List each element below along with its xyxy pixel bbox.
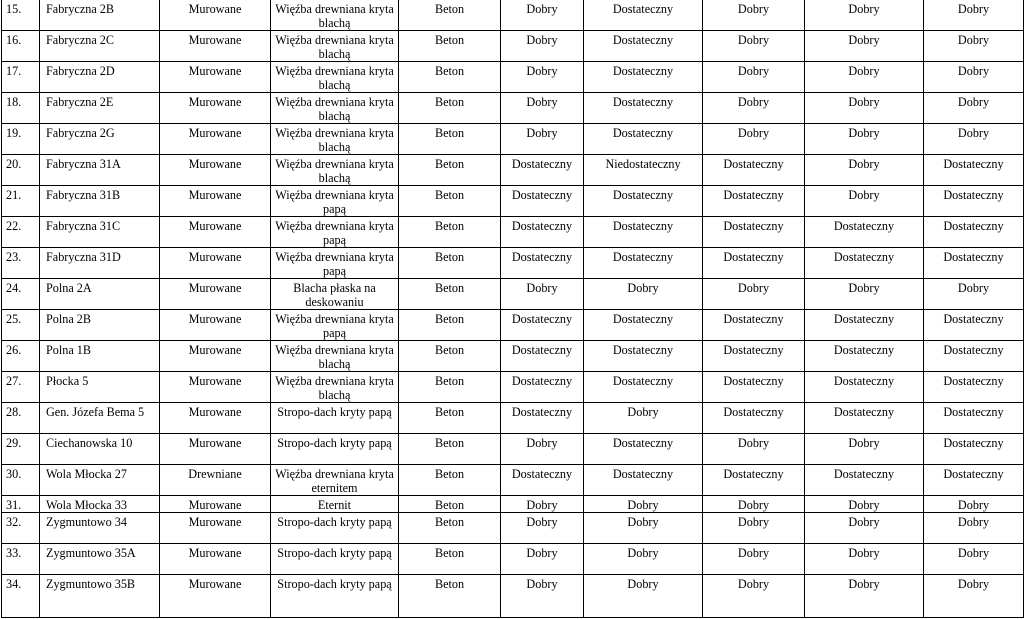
- address-cell: Polna 2B: [40, 310, 160, 341]
- condition-cell-1: Dostateczny: [501, 217, 584, 248]
- roof-cell: Więźba drewniana kryta blachą: [271, 93, 399, 124]
- condition-cell-5: Dobry: [924, 513, 1024, 544]
- address-cell: Wola Młocka 27: [40, 465, 160, 496]
- condition-cell-3: Dostateczny: [703, 372, 805, 403]
- roof-cell: Więźba drewniana kryta blachą: [271, 0, 399, 31]
- condition-cell-1: Dobry: [501, 496, 584, 513]
- condition-cell-4: Dobry: [805, 186, 924, 217]
- condition-cell-2: Dobry: [584, 496, 703, 513]
- condition-cell-5: Dobry: [924, 62, 1024, 93]
- roof-cell: Więźba drewniana kryta blachą: [271, 341, 399, 372]
- table-row: [2, 93, 1024, 124]
- condition-cell-2: Dostateczny: [584, 465, 703, 496]
- table-row: [2, 248, 1024, 279]
- condition-cell-3: Dobry: [703, 575, 805, 618]
- condition-cell-5: Dobry: [924, 124, 1024, 155]
- address-cell: Wola Młocka 33: [40, 496, 160, 513]
- roof-cell: Stropo-dach kryty papą: [271, 403, 399, 434]
- condition-cell-3: Dostateczny: [703, 341, 805, 372]
- address-cell: Polna 1B: [40, 341, 160, 372]
- condition-cell-3: Dobry: [703, 93, 805, 124]
- row-number-cell: 34.: [2, 575, 40, 618]
- condition-cell-4: Dostateczny: [805, 341, 924, 372]
- walls-cell: Murowane: [160, 513, 271, 544]
- address-cell: Ciechanowska 10: [40, 434, 160, 465]
- condition-cell-2: Dobry: [584, 513, 703, 544]
- foundation-cell: Beton: [399, 217, 501, 248]
- row-number-cell: 28.: [2, 403, 40, 434]
- address-cell: Fabryczna 2B: [40, 0, 160, 31]
- address-cell: Fabryczna 2G: [40, 124, 160, 155]
- foundation-cell: Beton: [399, 0, 501, 31]
- condition-cell-1: Dobry: [501, 0, 584, 31]
- row-number-cell: 15.: [2, 0, 40, 31]
- table-row: [2, 310, 1024, 341]
- roof-cell: Więźba drewniana kryta blachą: [271, 31, 399, 62]
- walls-cell: Murowane: [160, 575, 271, 618]
- condition-cell-5: Dobry: [924, 544, 1024, 575]
- foundation-cell: Beton: [399, 31, 501, 62]
- condition-cell-2: Dostateczny: [584, 93, 703, 124]
- condition-cell-5: Dobry: [924, 575, 1024, 618]
- roof-cell: Więźba drewniana kryta eternitem: [271, 465, 399, 496]
- condition-cell-3: Dostateczny: [703, 248, 805, 279]
- table-row: [2, 279, 1024, 310]
- condition-cell-5: Dostateczny: [924, 465, 1024, 496]
- table-row: [2, 372, 1024, 403]
- walls-cell: Murowane: [160, 341, 271, 372]
- condition-cell-1: Dostateczny: [501, 341, 584, 372]
- address-cell: Gen. Józefa Bema 5: [40, 403, 160, 434]
- condition-cell-3: Dostateczny: [703, 403, 805, 434]
- foundation-cell: Beton: [399, 403, 501, 434]
- condition-cell-3: Dobry: [703, 124, 805, 155]
- condition-cell-4: Dobry: [805, 513, 924, 544]
- row-number-cell: 21.: [2, 186, 40, 217]
- table-row: [2, 496, 1024, 513]
- condition-cell-1: Dobry: [501, 62, 584, 93]
- condition-cell-2: Dobry: [584, 279, 703, 310]
- row-number-cell: 31.: [2, 496, 40, 513]
- condition-cell-2: Dostateczny: [584, 434, 703, 465]
- condition-cell-4: Dobry: [805, 0, 924, 31]
- table-body: [2, 0, 1024, 618]
- address-cell: Fabryczna 31D: [40, 248, 160, 279]
- condition-cell-1: Dobry: [501, 31, 584, 62]
- condition-cell-2: Dobry: [584, 575, 703, 618]
- foundation-cell: Beton: [399, 248, 501, 279]
- condition-cell-1: Dobry: [501, 124, 584, 155]
- condition-cell-1: Dobry: [501, 513, 584, 544]
- condition-cell-1: Dobry: [501, 93, 584, 124]
- condition-cell-3: Dobry: [703, 279, 805, 310]
- roof-cell: Więźba drewniana kryta papą: [271, 186, 399, 217]
- foundation-cell: Beton: [399, 62, 501, 93]
- table-row: [2, 403, 1024, 434]
- walls-cell: Murowane: [160, 372, 271, 403]
- row-number-cell: 19.: [2, 124, 40, 155]
- row-number-cell: 20.: [2, 155, 40, 186]
- row-number-cell: 25.: [2, 310, 40, 341]
- row-number-cell: 17.: [2, 62, 40, 93]
- foundation-cell: Beton: [399, 155, 501, 186]
- condition-cell-1: Dobry: [501, 279, 584, 310]
- condition-cell-2: Dobry: [584, 403, 703, 434]
- address-cell: Fabryczna 2D: [40, 62, 160, 93]
- condition-cell-2: Niedostateczny: [584, 155, 703, 186]
- address-cell: Fabryczna 31C: [40, 217, 160, 248]
- condition-cell-1: Dostateczny: [501, 465, 584, 496]
- table-row: [2, 217, 1024, 248]
- condition-cell-2: Dostateczny: [584, 62, 703, 93]
- condition-cell-3: Dostateczny: [703, 465, 805, 496]
- condition-cell-1: Dostateczny: [501, 248, 584, 279]
- condition-cell-2: Dostateczny: [584, 0, 703, 31]
- condition-cell-3: Dobry: [703, 0, 805, 31]
- condition-cell-1: Dobry: [501, 544, 584, 575]
- walls-cell: Murowane: [160, 434, 271, 465]
- table-row: [2, 124, 1024, 155]
- table-row: [2, 465, 1024, 496]
- condition-cell-4: Dobry: [805, 93, 924, 124]
- condition-cell-5: Dostateczny: [924, 372, 1024, 403]
- condition-cell-1: Dostateczny: [501, 372, 584, 403]
- condition-cell-3: Dostateczny: [703, 155, 805, 186]
- address-cell: Fabryczna 31B: [40, 186, 160, 217]
- table-row: [2, 31, 1024, 62]
- roof-cell: Więźba drewniana kryta blachą: [271, 155, 399, 186]
- table-row: [2, 62, 1024, 93]
- condition-cell-3: Dobry: [703, 496, 805, 513]
- roof-cell: Stropo-dach kryty papą: [271, 544, 399, 575]
- buildings-table: [1, 0, 1024, 618]
- walls-cell: Murowane: [160, 248, 271, 279]
- row-number-cell: 22.: [2, 217, 40, 248]
- condition-cell-2: Dostateczny: [584, 372, 703, 403]
- walls-cell: Murowane: [160, 155, 271, 186]
- roof-cell: Więźba drewniana kryta papą: [271, 310, 399, 341]
- row-number-cell: 26.: [2, 341, 40, 372]
- roof-cell: Więźba drewniana kryta papą: [271, 217, 399, 248]
- table-row: [2, 0, 1024, 31]
- row-number-cell: 24.: [2, 279, 40, 310]
- condition-cell-2: Dostateczny: [584, 124, 703, 155]
- walls-cell: Murowane: [160, 124, 271, 155]
- condition-cell-3: Dobry: [703, 31, 805, 62]
- walls-cell: Murowane: [160, 93, 271, 124]
- condition-cell-5: Dostateczny: [924, 217, 1024, 248]
- condition-cell-3: Dostateczny: [703, 217, 805, 248]
- condition-cell-5: Dobry: [924, 0, 1024, 31]
- row-number-cell: 16.: [2, 31, 40, 62]
- roof-cell: Stropo-dach kryty papą: [271, 434, 399, 465]
- foundation-cell: Beton: [399, 310, 501, 341]
- condition-cell-2: Dostateczny: [584, 217, 703, 248]
- row-number-cell: 30.: [2, 465, 40, 496]
- condition-cell-3: Dostateczny: [703, 186, 805, 217]
- condition-cell-5: Dostateczny: [924, 248, 1024, 279]
- table-row: [2, 575, 1024, 618]
- address-cell: Zygmuntowo 35B: [40, 575, 160, 618]
- roof-cell: Więźba drewniana kryta blachą: [271, 372, 399, 403]
- walls-cell: Murowane: [160, 186, 271, 217]
- walls-cell: Drewniane: [160, 465, 271, 496]
- condition-cell-4: Dostateczny: [805, 372, 924, 403]
- condition-cell-3: Dobry: [703, 513, 805, 544]
- foundation-cell: Beton: [399, 341, 501, 372]
- condition-cell-1: Dostateczny: [501, 310, 584, 341]
- foundation-cell: Beton: [399, 544, 501, 575]
- walls-cell: Murowane: [160, 279, 271, 310]
- foundation-cell: Beton: [399, 496, 501, 513]
- condition-cell-4: Dostateczny: [805, 403, 924, 434]
- condition-cell-4: Dobry: [805, 124, 924, 155]
- condition-cell-5: Dostateczny: [924, 310, 1024, 341]
- foundation-cell: Beton: [399, 434, 501, 465]
- condition-cell-2: Dobry: [584, 544, 703, 575]
- foundation-cell: Beton: [399, 124, 501, 155]
- roof-cell: Blacha płaska na deskowaniu: [271, 279, 399, 310]
- condition-cell-1: Dostateczny: [501, 155, 584, 186]
- address-cell: Fabryczna 2E: [40, 93, 160, 124]
- condition-cell-5: Dostateczny: [924, 186, 1024, 217]
- address-cell: Fabryczna 31A: [40, 155, 160, 186]
- address-cell: Fabryczna 2C: [40, 31, 160, 62]
- condition-cell-5: Dobry: [924, 279, 1024, 310]
- condition-cell-5: Dostateczny: [924, 341, 1024, 372]
- condition-cell-1: Dostateczny: [501, 186, 584, 217]
- walls-cell: Murowane: [160, 310, 271, 341]
- condition-cell-1: Dobry: [501, 434, 584, 465]
- condition-cell-4: Dobry: [805, 544, 924, 575]
- address-cell: Zygmuntowo 35A: [40, 544, 160, 575]
- condition-cell-4: Dobry: [805, 62, 924, 93]
- row-number-cell: 23.: [2, 248, 40, 279]
- table-row: [2, 434, 1024, 465]
- roof-cell: Więźba drewniana kryta blachą: [271, 124, 399, 155]
- walls-cell: Murowane: [160, 62, 271, 93]
- condition-cell-4: Dostateczny: [805, 465, 924, 496]
- condition-cell-3: Dostateczny: [703, 310, 805, 341]
- table-row: [2, 341, 1024, 372]
- foundation-cell: Beton: [399, 575, 501, 618]
- condition-cell-5: Dobry: [924, 31, 1024, 62]
- row-number-cell: 27.: [2, 372, 40, 403]
- walls-cell: Murowane: [160, 403, 271, 434]
- walls-cell: Murowane: [160, 496, 271, 513]
- condition-cell-4: Dobry: [805, 155, 924, 186]
- roof-cell: Więźba drewniana kryta blachą: [271, 62, 399, 93]
- condition-cell-4: Dobry: [805, 31, 924, 62]
- table-row: [2, 186, 1024, 217]
- roof-cell: Więźba drewniana kryta papą: [271, 248, 399, 279]
- condition-cell-4: Dostateczny: [805, 217, 924, 248]
- foundation-cell: Beton: [399, 513, 501, 544]
- walls-cell: Murowane: [160, 0, 271, 31]
- condition-cell-4: Dobry: [805, 575, 924, 618]
- condition-cell-2: Dostateczny: [584, 248, 703, 279]
- foundation-cell: Beton: [399, 93, 501, 124]
- address-cell: Płocka 5: [40, 372, 160, 403]
- condition-cell-5: Dostateczny: [924, 434, 1024, 465]
- walls-cell: Murowane: [160, 217, 271, 248]
- roof-cell: Eternit: [271, 496, 399, 513]
- walls-cell: Murowane: [160, 544, 271, 575]
- condition-cell-4: Dobry: [805, 279, 924, 310]
- table-row: [2, 513, 1024, 544]
- condition-cell-2: Dostateczny: [584, 341, 703, 372]
- foundation-cell: Beton: [399, 279, 501, 310]
- condition-cell-1: Dostateczny: [501, 403, 584, 434]
- condition-cell-4: Dobry: [805, 496, 924, 513]
- condition-cell-5: Dostateczny: [924, 155, 1024, 186]
- row-number-cell: 33.: [2, 544, 40, 575]
- foundation-cell: Beton: [399, 372, 501, 403]
- condition-cell-3: Dobry: [703, 544, 805, 575]
- address-cell: Zygmuntowo 34: [40, 513, 160, 544]
- table-row: [2, 155, 1024, 186]
- roof-cell: Stropo-dach kryty papą: [271, 513, 399, 544]
- condition-cell-4: Dobry: [805, 434, 924, 465]
- condition-cell-4: Dostateczny: [805, 248, 924, 279]
- row-number-cell: 18.: [2, 93, 40, 124]
- condition-cell-3: Dobry: [703, 62, 805, 93]
- address-cell: Polna 2A: [40, 279, 160, 310]
- row-number-cell: 32.: [2, 513, 40, 544]
- condition-cell-4: Dostateczny: [805, 310, 924, 341]
- foundation-cell: Beton: [399, 465, 501, 496]
- row-number-cell: 29.: [2, 434, 40, 465]
- condition-cell-3: Dobry: [703, 434, 805, 465]
- walls-cell: Murowane: [160, 31, 271, 62]
- condition-cell-5: Dostateczny: [924, 403, 1024, 434]
- condition-cell-2: Dostateczny: [584, 186, 703, 217]
- table-row: [2, 544, 1024, 575]
- condition-cell-5: Dobry: [924, 496, 1024, 513]
- condition-cell-2: Dostateczny: [584, 310, 703, 341]
- condition-cell-1: Dobry: [501, 575, 584, 618]
- condition-cell-2: Dostateczny: [584, 31, 703, 62]
- condition-cell-5: Dobry: [924, 93, 1024, 124]
- roof-cell: Stropo-dach kryty papą: [271, 575, 399, 618]
- foundation-cell: Beton: [399, 186, 501, 217]
